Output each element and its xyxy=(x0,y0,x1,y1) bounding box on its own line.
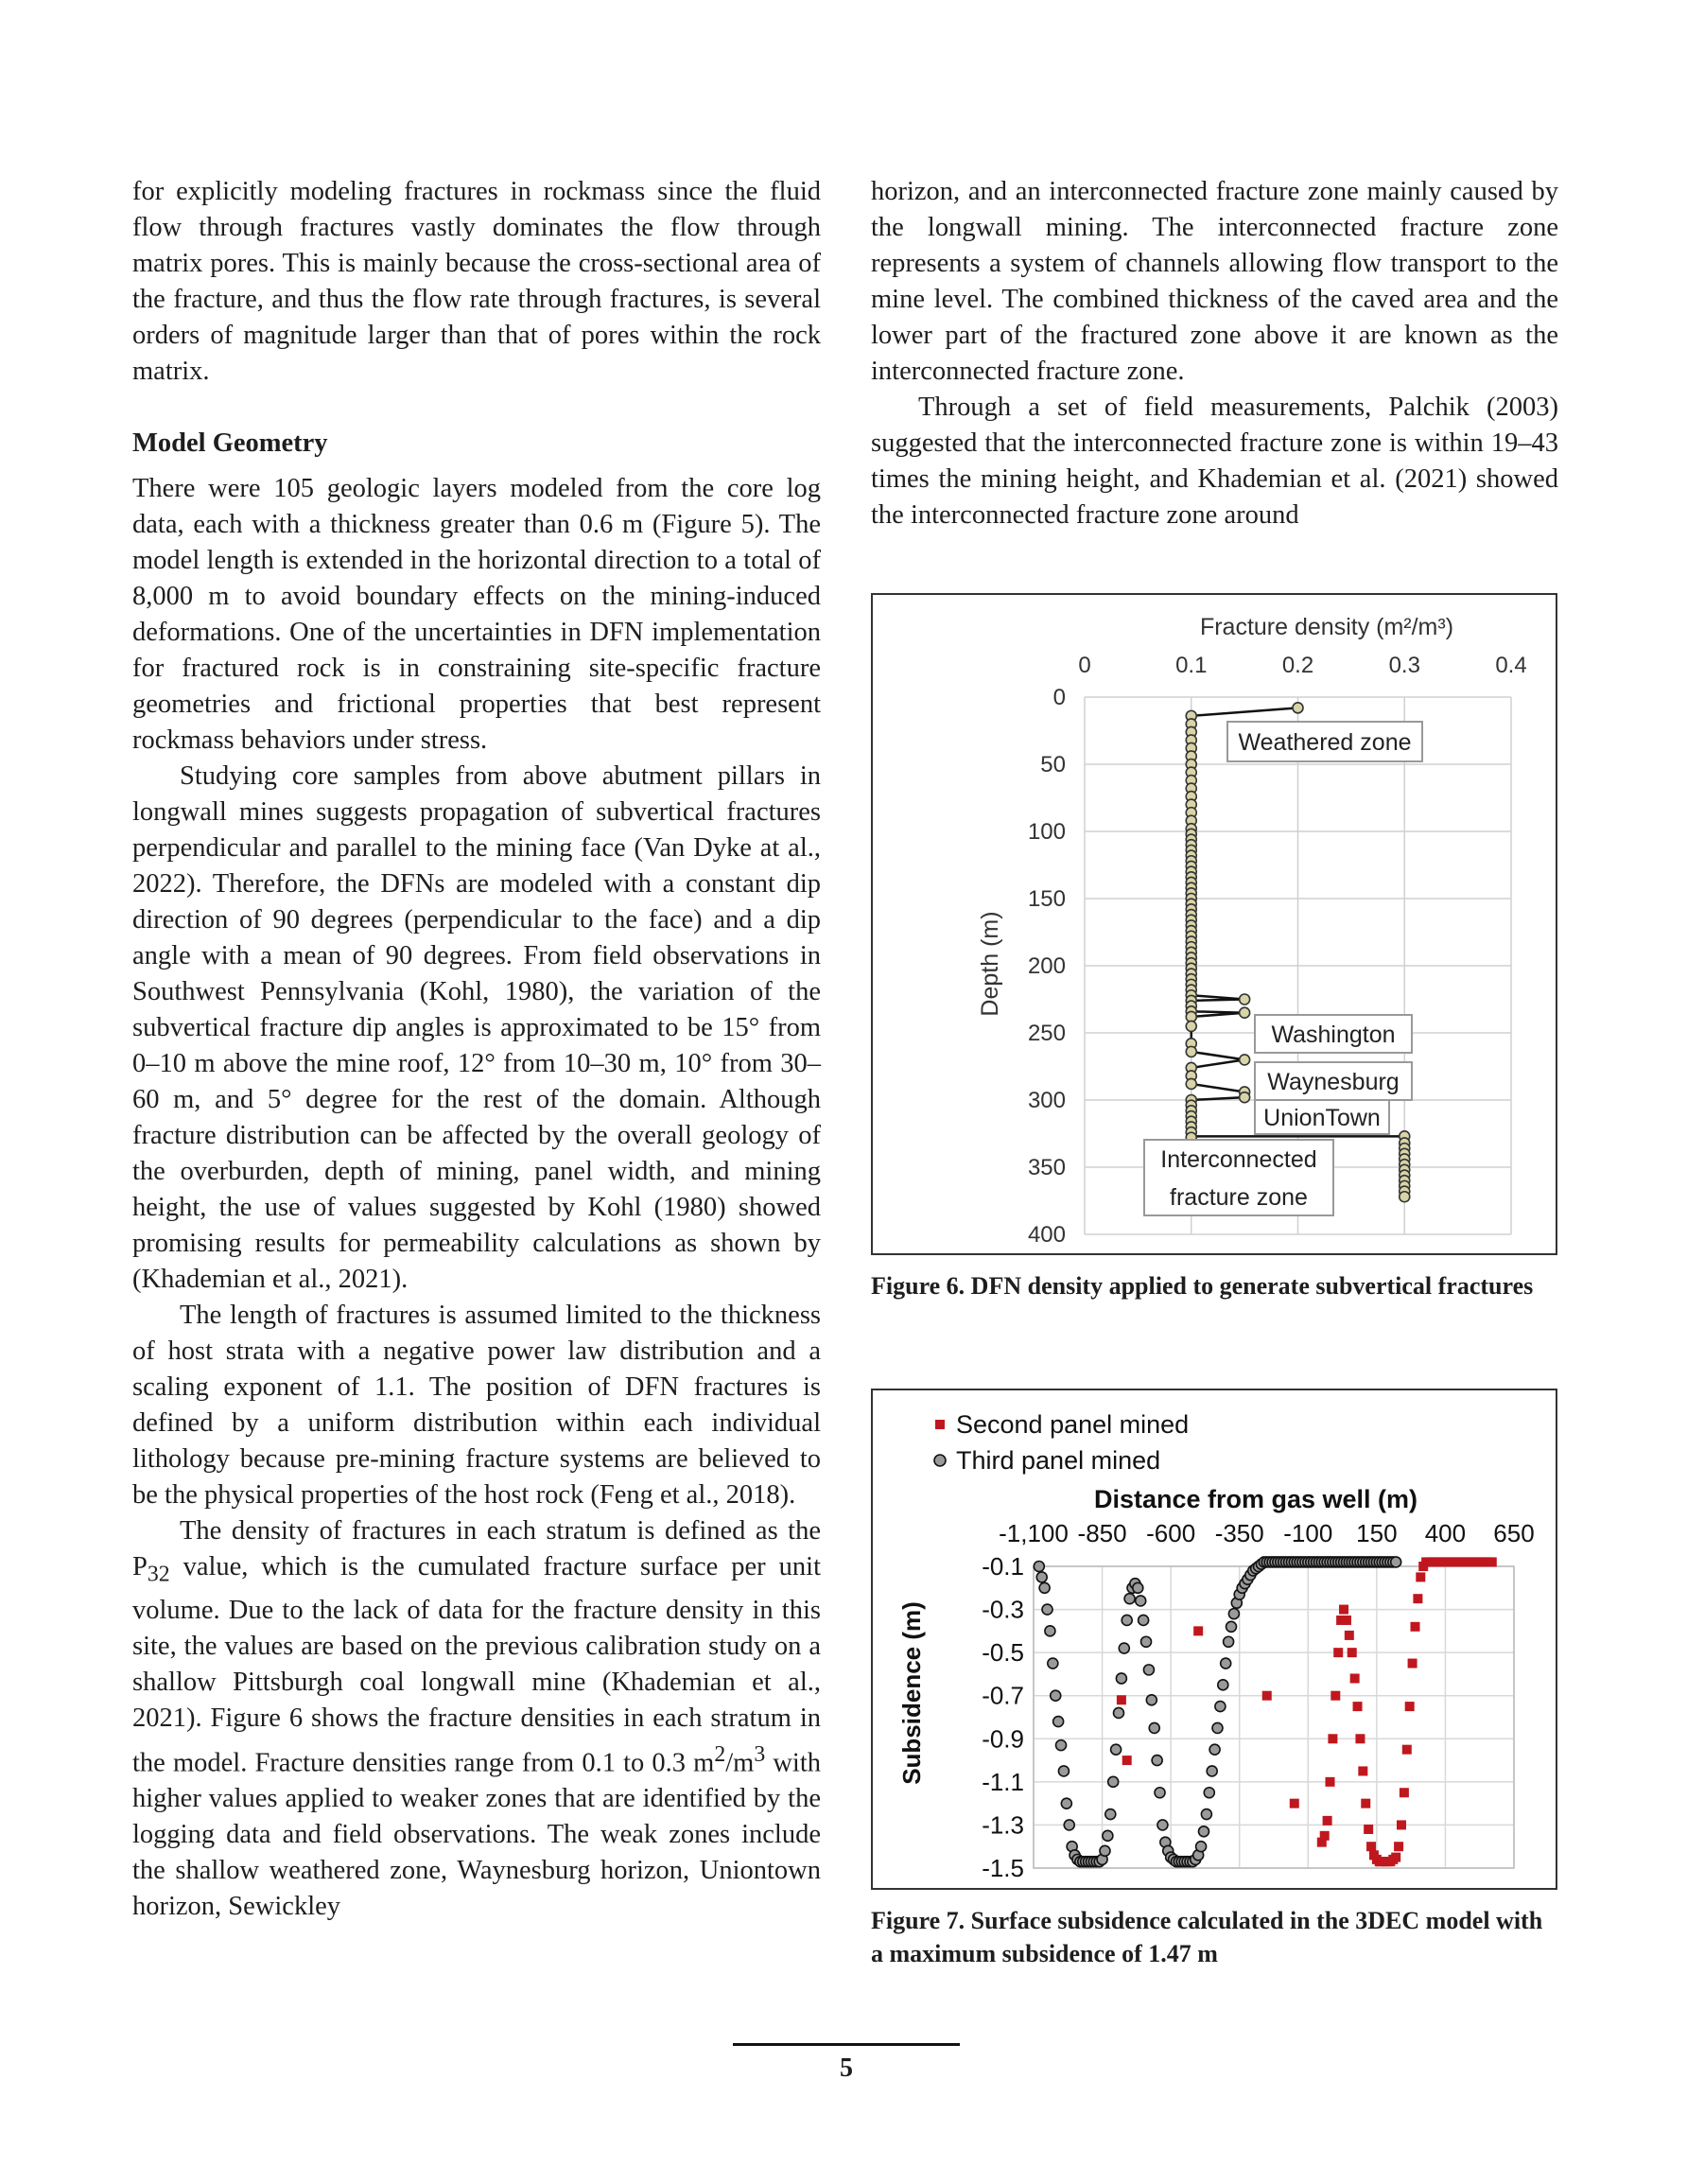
data-point-second-panel xyxy=(1262,1691,1272,1701)
x-tick-label: 400 xyxy=(1424,1519,1467,1547)
plot-area xyxy=(1034,1566,1514,1868)
data-point-third-panel xyxy=(1122,1615,1132,1625)
data-point-second-panel xyxy=(1353,1702,1363,1711)
paragraph: for explicitly modeling fractures in rockmass since the fluid flow through fractures vastly dominates the flow through matrix pores. This is mainly because the cross-sectional area of the fracture, and thus the flow rate through fractures, is several orders of magnitude larger than that of pores within the rock matrix. xyxy=(132,177,821,386)
y-tick-label: -0.1 xyxy=(982,1552,1024,1581)
y-tick-label: -0.5 xyxy=(982,1638,1024,1668)
data-point-third-panel xyxy=(1143,1665,1154,1675)
legend-label: Second panel mined xyxy=(956,1410,1190,1439)
x-axis-title: Fracture density (m²/m³) xyxy=(1199,614,1454,640)
paragraph: horizon, and an interconnected fracture zone mainly caused by the longwall mining. The interconnected fracture zone represents a system of channels allowing flow transport to the mine level. The combined thickness of the caved area and the lower part of the fractured zone above it are known as the interconnected fracture zone. xyxy=(871,177,1558,386)
data-point-second-panel xyxy=(1391,1853,1400,1862)
paragraph: There were 105 geologic layers modeled from the core log data, each with a thickness greater than 0.6 m (Figure 5). The model length is extended in the horizontal direction to a total of 8,000 m to avoid boundary effects on the mining-induced deformations. One of the uncertainties in DFN implementation for fractured rock is in constraining site-specific fracture geometries and frictional properties that best represent rockmass behaviors under stress. xyxy=(132,474,821,755)
data-point-third-panel xyxy=(1108,1776,1119,1787)
y-tick-label: 400 xyxy=(1027,1222,1066,1248)
legend-marker-third-panel xyxy=(934,1455,946,1466)
data-point-third-panel xyxy=(1152,1756,1162,1766)
text-span: /m xyxy=(725,1748,755,1778)
x-tick-label: 0.1 xyxy=(1175,653,1208,678)
data-point xyxy=(1240,1092,1250,1103)
left-column xyxy=(132,174,821,1925)
data-point-second-panel xyxy=(1193,1626,1203,1635)
data-point-second-panel xyxy=(1350,1673,1360,1683)
page-number: 5 xyxy=(733,2043,960,2084)
annotation-label: Washington xyxy=(1271,1022,1396,1048)
y-tick-label: -0.3 xyxy=(982,1595,1024,1624)
data-point xyxy=(1400,1192,1410,1202)
data-point xyxy=(1240,1007,1250,1018)
data-point-third-panel xyxy=(1224,1636,1234,1647)
y-tick-label: 100 xyxy=(1027,819,1066,845)
text-span: The density of fractures in each stratum is defined as the P xyxy=(132,1516,821,1581)
data-point-third-panel xyxy=(1212,1722,1223,1733)
data-point-second-panel xyxy=(1330,1691,1340,1701)
x-tick-label: 0.2 xyxy=(1281,653,1314,678)
fracture-density-chart xyxy=(873,595,1556,1253)
data-point-third-panel xyxy=(1139,1615,1149,1625)
data-point-third-panel xyxy=(1056,1740,1067,1751)
data-point xyxy=(1186,1078,1196,1089)
data-point-second-panel xyxy=(1394,1842,1403,1851)
paragraph: Through a set of field measurements, Palchik (2003) suggested that the interconnected fracture zone is within 19–43 times the mining height, and Khademian et al. (2021) showed the interconnected fracture zone around xyxy=(871,393,1558,530)
x-tick-label: 650 xyxy=(1493,1519,1535,1547)
figure-6 xyxy=(871,593,1557,1255)
data-point-third-panel xyxy=(1141,1636,1152,1647)
data-point-third-panel xyxy=(1048,1658,1058,1669)
x-tick-label: -600 xyxy=(1146,1519,1196,1547)
data-point-second-panel xyxy=(1416,1572,1425,1581)
data-point-third-panel xyxy=(1045,1626,1055,1636)
data-point-third-panel xyxy=(1196,1842,1207,1852)
y-tick-label: 300 xyxy=(1027,1088,1066,1113)
subsidence-chart xyxy=(873,1390,1556,1888)
y-tick-label: 250 xyxy=(1027,1021,1066,1046)
paragraph xyxy=(132,1513,821,1925)
x-tick-label: 0.3 xyxy=(1388,653,1420,678)
superscript: 2 xyxy=(714,1741,726,1767)
data-point-third-panel xyxy=(1119,1643,1129,1653)
y-tick-label: 50 xyxy=(1040,752,1066,778)
data-point-second-panel xyxy=(1366,1842,1376,1851)
y-tick-label: -0.7 xyxy=(982,1681,1024,1710)
section-heading: Model Geometry xyxy=(132,428,328,458)
data-point-third-panel xyxy=(1136,1596,1146,1606)
data-point-second-panel xyxy=(1400,1788,1409,1797)
data-point-third-panel xyxy=(1061,1798,1071,1808)
x-tick-label: 0 xyxy=(1078,653,1091,678)
data-point-second-panel xyxy=(1405,1702,1415,1711)
data-point-third-panel xyxy=(1111,1744,1122,1755)
annotation-label: UnionTown xyxy=(1263,1105,1381,1131)
data-point-third-panel xyxy=(1155,1788,1165,1798)
data-point-second-panel xyxy=(1410,1622,1419,1632)
data-point-third-panel xyxy=(1215,1702,1226,1712)
data-point-second-panel xyxy=(1117,1695,1126,1704)
data-point-third-panel xyxy=(1105,1809,1116,1820)
data-point xyxy=(1186,1046,1196,1057)
data-point-third-panel xyxy=(1116,1673,1126,1684)
paragraph: The length of fractures is assumed limited to the thickness of host strata with a negative power law distribution and a scaling exponent of 1.1. The position of DFN fractures is defined by a uniform distribution within each individual lithology because pre-mining fracture systems are believed to be the physical properties of the host rock (Feng et al., 2018). xyxy=(132,1301,821,1510)
data-point xyxy=(1240,1055,1250,1065)
data-point-third-panel xyxy=(1204,1788,1214,1798)
data-point-second-panel xyxy=(1333,1648,1343,1657)
figure-7-caption: Figure 7. Surface subsidence calculated in the 3DEC model with a maximum subsidence of 1.47 m xyxy=(871,1907,1543,1967)
y-tick-label: 0 xyxy=(1052,685,1066,710)
right-column xyxy=(871,174,1558,533)
y-tick-label: 350 xyxy=(1027,1155,1066,1180)
y-tick-label: -1.1 xyxy=(982,1767,1024,1796)
data-point-second-panel xyxy=(1408,1659,1417,1669)
data-point-second-panel xyxy=(1323,1816,1332,1826)
data-point-third-panel xyxy=(1036,1572,1047,1582)
data-point-second-panel xyxy=(1348,1648,1357,1657)
data-point-third-panel xyxy=(1133,1582,1143,1593)
data-point-third-panel xyxy=(1198,1826,1209,1837)
data-point-third-panel xyxy=(1124,1594,1135,1604)
data-point-third-panel xyxy=(1146,1695,1157,1705)
data-point-second-panel xyxy=(1361,1799,1370,1808)
data-point-third-panel xyxy=(1391,1557,1401,1567)
x-tick-label: -1,100 xyxy=(999,1519,1069,1547)
paragraph: Studying core samples from above abutment pillars in longwall mines suggests propagation of subvertical fractures perpendicular and parallel to the mining face (Van Dyke at al., 2022). Therefore, the DFNs are modeled with a constant dip direction of 90 degrees (perpendicular to the face) and a dip angle with a mean of 90 degrees. From field observations in Southwest Pennsylvania (Kohl, 1980), the variation of the subvertical fracture dip angles is approximated to be 15° from 0–10 m above the mine roof, 12° from 10–30 m, 10° from 30–60 m, and 5° degree for the rest of the domain. Although fracture distribution can be affected by the overall geology of the overburden, depth of mining, panel width, and mining height, the use of values suggested by Kohl (1980) showed promising results for permeability calculations as shown by (Khademian et al., 2021). xyxy=(132,761,821,1294)
annotation-label: Interconnected xyxy=(1160,1146,1317,1173)
figure-6-caption: Figure 6. DFN density applied to generate subvertical fractures xyxy=(871,1272,1534,1300)
data-point xyxy=(1240,994,1250,1005)
data-point-third-panel xyxy=(1201,1809,1211,1820)
x-tick-label: -850 xyxy=(1077,1519,1127,1547)
data-point-second-panel xyxy=(1342,1616,1351,1625)
y-axis-title: Depth (m) xyxy=(977,911,1003,1017)
x-tick-label: 0.4 xyxy=(1495,653,1527,678)
x-tick-label: -100 xyxy=(1283,1519,1333,1547)
data-point-third-panel xyxy=(1053,1717,1064,1727)
y-tick-label: 200 xyxy=(1027,953,1066,979)
text-span: value, which is the cumulated fracture surface per unit volume. Due to the lack of data for the fracture density in this site, the values are based on the previous calibration study on a shallow Pittsburgh coal longwall mine (Khademian et al., 2021). Figure 6 shows the fracture densities in each stratum in the model. Fracture densities range from 0.1 to 0.3 m xyxy=(132,1552,821,1778)
legend-marker-second-panel xyxy=(935,1420,945,1429)
y-axis-title: Subsidence (m) xyxy=(897,1601,926,1785)
annotation-label: fracture zone xyxy=(1170,1184,1308,1211)
legend-label: Third panel mined xyxy=(956,1446,1161,1475)
data-point-third-panel xyxy=(1228,1609,1239,1619)
data-point xyxy=(1186,1021,1196,1031)
data-point-second-panel xyxy=(1397,1820,1406,1829)
data-point-third-panel xyxy=(1218,1680,1228,1690)
subscript: 32 xyxy=(147,1562,170,1587)
data-point-third-panel xyxy=(1051,1690,1061,1701)
superscript: 3 xyxy=(754,1741,766,1767)
y-tick-label: -1.5 xyxy=(982,1854,1024,1882)
data-point-third-panel xyxy=(1100,1845,1110,1856)
data-point-second-panel xyxy=(1413,1594,1422,1603)
y-tick-label: -1.3 xyxy=(982,1810,1024,1840)
data-point-third-panel xyxy=(1058,1766,1069,1776)
data-point-second-panel xyxy=(1122,1756,1132,1765)
figure-7 xyxy=(871,1389,1557,1890)
data-point-second-panel xyxy=(1328,1734,1337,1743)
data-point-third-panel xyxy=(1064,1820,1074,1830)
data-point-third-panel xyxy=(1113,1707,1123,1718)
data-point-second-panel xyxy=(1402,1745,1412,1755)
data-point-second-panel xyxy=(1364,1825,1373,1834)
data-point-second-panel xyxy=(1345,1631,1354,1640)
data-point-third-panel xyxy=(1209,1744,1220,1755)
data-point-second-panel xyxy=(1339,1605,1348,1615)
y-tick-label: -0.9 xyxy=(982,1724,1024,1754)
y-tick-label: 150 xyxy=(1027,886,1066,912)
data-point-third-panel xyxy=(1157,1820,1168,1830)
data-point-second-panel xyxy=(1355,1734,1365,1743)
data-point-second-panel xyxy=(1290,1799,1299,1808)
x-tick-label: 150 xyxy=(1356,1519,1398,1547)
data-point-third-panel xyxy=(1221,1658,1231,1669)
data-point-second-panel xyxy=(1320,1831,1330,1841)
x-axis-title: Distance from gas well (m) xyxy=(1093,1485,1418,1513)
data-point-third-panel xyxy=(1149,1722,1159,1733)
data-point-third-panel xyxy=(1207,1766,1217,1776)
x-tick-label: -350 xyxy=(1214,1519,1264,1547)
data-point-second-panel xyxy=(1487,1557,1497,1566)
data-point-second-panel xyxy=(1326,1777,1335,1787)
data-point-third-panel xyxy=(1226,1621,1237,1632)
annotation-label: Waynesburg xyxy=(1267,1069,1400,1095)
data-point xyxy=(1293,703,1303,713)
data-point-third-panel xyxy=(1042,1604,1052,1615)
data-point-third-panel xyxy=(1103,1830,1113,1841)
data-point-third-panel xyxy=(1039,1582,1050,1593)
annotation-label: Weathered zone xyxy=(1238,729,1412,756)
data-point-third-panel xyxy=(1034,1562,1044,1572)
text-span: with higher values applied to weaker zones that are identified by the logging data and field observations. The weak zones include the shallow weathered zone, Waynesburg horizon, Uniontown horizon, Sewickley xyxy=(132,1748,822,1922)
data-point-second-panel xyxy=(1358,1766,1367,1775)
